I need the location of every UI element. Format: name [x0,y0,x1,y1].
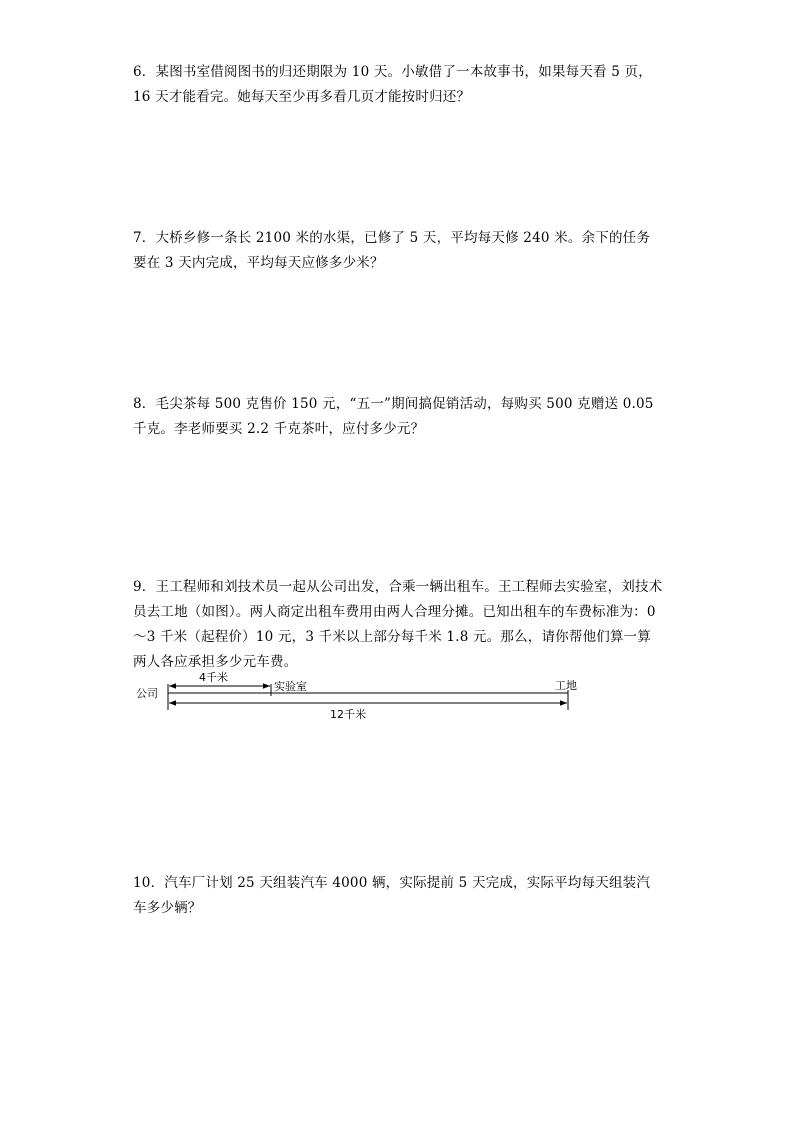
company-label: 公司 [136,687,158,700]
problem-6: 6．某图书室借阅图书的归还期限为 10 天。小敏借了一本故事书，如果每天看 5 页，16 天才能看完。她每天至少再多看几页才能按时归还？ [133,64,652,105]
lab-label: 实验室 [274,680,307,693]
problem-9: 9．王工程师和刘技术员一起从公司出发，合乘一辆出租车。王工程师去实验室，刘技术员去工地（如图）。两人商定出租车费用由两人合理分摊。已知出租车的车费标准为：0～3 千米（起程价）10 元，3 千米以上部分每千米 1.8 元。那么，请你帮他们算一算两人各应承担多少元车费。 [133,579,663,670]
site-label: 工地 [555,679,577,692]
total-distance-label: 12千米 [330,708,366,721]
problem-10: 10．汽车厂计划 25 天组装汽车 4000 辆，实际提前 5 天完成，实际平均每天组装汽车多少辆？ [133,875,651,916]
problem-8: 8．毛尖茶每 500 克售价 150 元，“五一”期间搞促销活动，每购买 500 克赠送 0.05 千克。李老师要买 2.2 千克茶叶，应付多少元？ [133,396,654,437]
problem-7: 7．大桥乡修一条长 2100 米的水渠，已修了 5 天，平均每天修 240 米。余下的任务要在 3 天内完成，平均每天应修多少米？ [133,230,651,271]
segment-distance-label: 4千米 [199,671,228,684]
